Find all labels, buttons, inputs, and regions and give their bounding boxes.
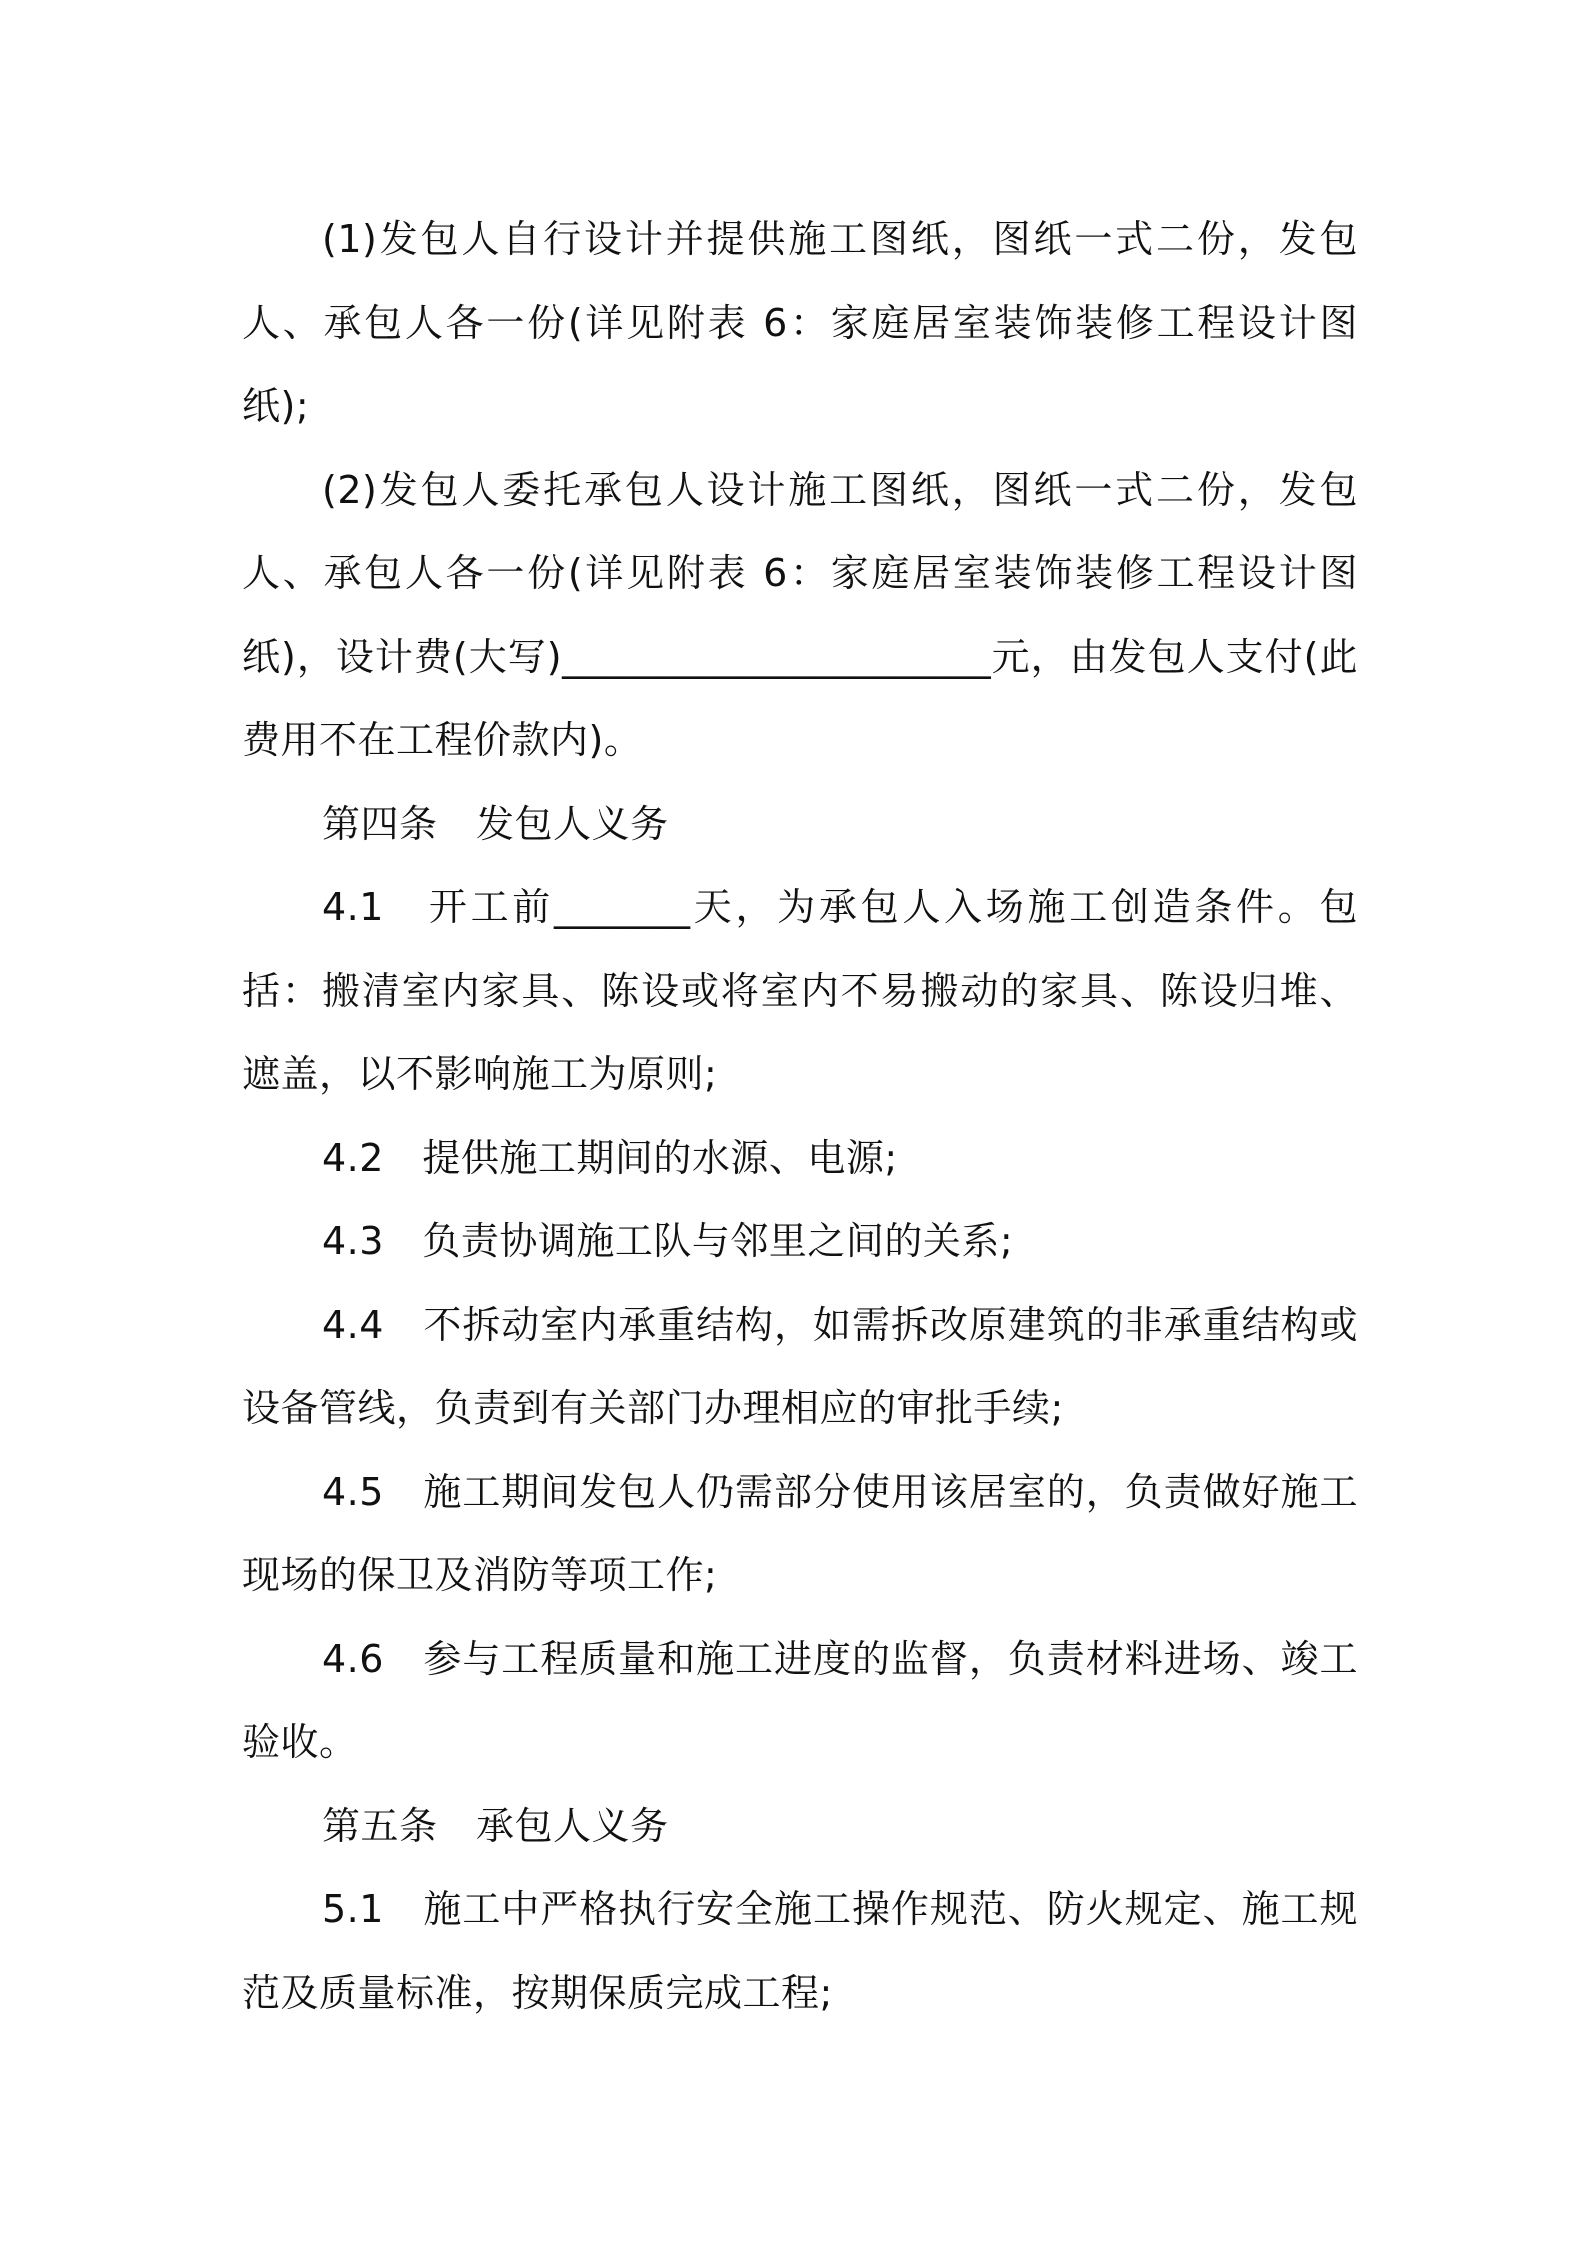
document-page [242, 198, 1358, 2035]
paragraph-design-self: (1)发包人自行设计并提供施工图纸，图纸一式二份，发包人、承包人各一份(详见附表 6：家庭居室装饰装修工程设计图纸); [242, 217, 1358, 428]
clause-4-4: 4.4 不拆动室内承重结构，如需拆改原建筑的非承重结构或设备管线，负责到有关部门办理相应的审批手续; [242, 1302, 1358, 1430]
paragraph-design-entrusted: (2)发包人委托承包人设计施工图纸，图纸一式二份，发包人、承包人各一份(详见附表 6：家庭居室装饰装修工程设计图纸)，设计费(大写)______________________元，由发包人支付(此费用不在工程价款内)。 [242, 467, 1358, 762]
article-five-heading: 第五条 承包人义务 [322, 1803, 669, 1848]
clause-4-3: 4.3 负责协调施工队与邻里之间的关系; [322, 1219, 1014, 1263]
clause-4-2: 4.2 提供施工期间的水源、电源; [322, 1135, 898, 1180]
clause-5-1: 5.1 施工中严格执行安全施工操作规范、防火规定、施工规范及质量标准，按期保质完成工程; [242, 1887, 1358, 2015]
clause-4-1: 4.1 开工前_______天，为承包人入场施工创造条件。包括：搬清室内家具、陈设或将室内不易搬动的家具、陈设归堆、遮盖，以不影响施工为原则; [242, 885, 1358, 1096]
clause-4-5: 4.5 施工期间发包人仍需部分使用该居室的，负责做好施工现场的保卫及消防等项工作; [242, 1469, 1358, 1597]
article-four-heading: 第四条 发包人义务 [322, 801, 669, 846]
clause-4-6: 4.6 参与工程质量和施工进度的监督，负责材料进场、竣工验收。 [242, 1636, 1358, 1764]
